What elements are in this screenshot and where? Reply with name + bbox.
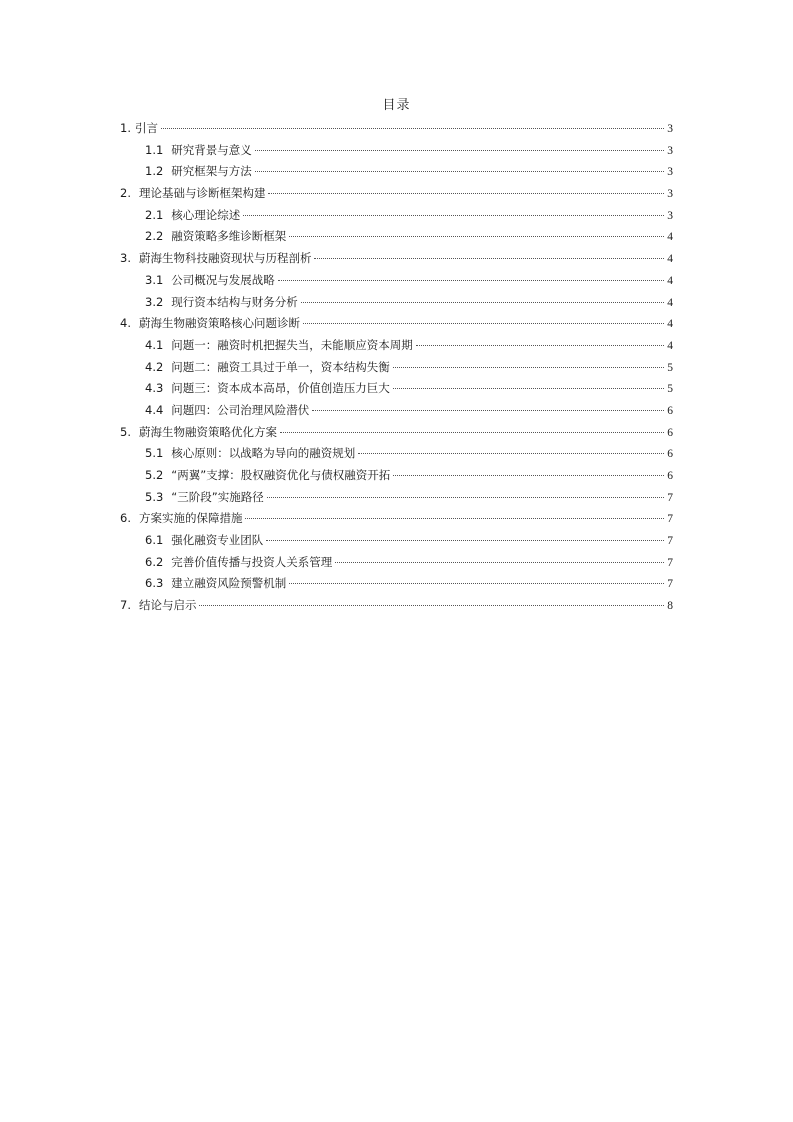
- toc-entry-title: 研究框架与方法: [171, 164, 252, 179]
- toc-dot-leader: [161, 128, 664, 129]
- toc-entry-7[interactable]: [120, 595, 673, 617]
- toc-dot-leader: [303, 323, 664, 324]
- toc-entry-number: 1.1: [145, 142, 164, 157]
- toc-entry-1[interactable]: [120, 118, 673, 140]
- toc-entry-page: 3: [667, 144, 673, 157]
- toc-entry-page: 8: [667, 600, 673, 613]
- toc-entry-title: “两翼”支撑：股权融资优化与债权融资开拓: [171, 468, 391, 482]
- toc-entry-number: 6.: [120, 511, 131, 526]
- toc-entry-title: 完善价值传播与投资人关系管理: [171, 554, 333, 569]
- toc-entry-number: 5.2: [145, 468, 164, 482]
- toc-entry-page: 7: [667, 513, 673, 526]
- toc-dot-leader: [393, 388, 664, 389]
- toc-entry-number: 3.1: [145, 272, 164, 287]
- toc-entry-number: 6.3: [145, 576, 164, 591]
- toc-entry-5-2[interactable]: [120, 465, 673, 487]
- toc-entry-page: 7: [667, 578, 673, 591]
- toc-entry-number: 2.: [120, 186, 131, 201]
- table-of-contents: [120, 118, 673, 617]
- toc-entry-1-1[interactable]: [120, 140, 673, 162]
- toc-entry-page: 4: [667, 318, 673, 331]
- toc-dot-leader: [314, 258, 664, 259]
- toc-entry-page: 3: [667, 209, 673, 222]
- toc-entry-number: 5.1: [145, 446, 164, 461]
- toc-entry-title: 问题二：融资工具过于单一，资本结构失衡: [171, 359, 390, 374]
- toc-dot-leader: [268, 193, 664, 194]
- toc-entry-page: 6: [667, 448, 673, 461]
- toc-entry-number: 4.3: [145, 381, 164, 396]
- toc-entry-number: 1.: [120, 121, 131, 135]
- toc-entry-page: 3: [667, 188, 673, 201]
- toc-entry-page: 5: [667, 383, 673, 396]
- toc-entry-6-3[interactable]: [120, 573, 673, 595]
- toc-entry-number: 5.: [120, 424, 131, 439]
- toc-entry-5-1[interactable]: [120, 443, 673, 465]
- toc-entry-4-4[interactable]: [120, 400, 673, 422]
- toc-entry-number: 2.1: [145, 207, 164, 222]
- toc-entry-title: 方案实施的保障措施: [138, 511, 243, 526]
- toc-entry-6-1[interactable]: [120, 530, 673, 552]
- toc-entry-2-2[interactable]: [120, 226, 673, 248]
- toc-entry-title: 结论与启示: [138, 598, 197, 613]
- toc-entry-number: 6.1: [145, 533, 164, 548]
- toc-entry-3[interactable]: [120, 248, 673, 270]
- toc-entry-number: 4.2: [145, 359, 164, 374]
- toc-entry-page: 3: [667, 123, 673, 135]
- toc-entry-page: 5: [667, 361, 673, 374]
- toc-entry-title: 建立融资风险预警机制: [171, 576, 287, 591]
- toc-entry-page: 4: [667, 253, 673, 266]
- toc-entry-number: 3.: [120, 251, 131, 266]
- toc-entry-number: 4.: [120, 316, 131, 331]
- toc-entry-page: 4: [667, 339, 673, 352]
- toc-dot-leader: [312, 410, 664, 411]
- toc-entry-2-1[interactable]: [120, 205, 673, 227]
- toc-entry-title: 问题三：资本成本高昂，价值创造压力巨大: [171, 381, 390, 396]
- toc-entry-4-3[interactable]: [120, 378, 673, 400]
- toc-entry-4-1[interactable]: [120, 335, 673, 357]
- toc-dot-leader: [255, 171, 664, 172]
- toc-entry-title: 融资策略多维诊断框架: [171, 229, 287, 244]
- toc-entry-number: 3.2: [145, 294, 164, 309]
- toc-entry-5-3[interactable]: [120, 487, 673, 509]
- toc-dot-leader: [301, 302, 664, 303]
- toc-entry-number: 4.4: [145, 402, 164, 417]
- toc-entry-title: 强化融资专业团队: [171, 533, 264, 548]
- toc-entry-title: 理论基础与诊断框架构建: [138, 186, 266, 201]
- toc-entry-title: 蔚海生物科技融资现状与历程剖析: [138, 251, 312, 266]
- toc-entry-title: 研究背景与意义: [171, 142, 252, 157]
- toc-dot-leader: [289, 583, 664, 584]
- toc-dot-leader: [358, 453, 664, 454]
- toc-entry-number: 6.2: [145, 554, 164, 569]
- toc-entry-title: 问题四：公司治理风险潜伏: [171, 402, 310, 417]
- toc-dot-leader: [393, 367, 664, 368]
- toc-entry-page: 4: [667, 296, 673, 309]
- toc-dot-leader: [278, 280, 664, 281]
- toc-entry-title: 现行资本结构与财务分析: [171, 294, 298, 309]
- toc-entry-3-2[interactable]: [120, 292, 673, 314]
- toc-entry-page: 6: [667, 470, 673, 482]
- toc-entry-title: 蔚海生物融资策略优化方案: [138, 424, 277, 439]
- toc-entry-number: 2.2: [145, 229, 164, 244]
- toc-dot-leader: [393, 475, 664, 476]
- toc-dot-leader: [266, 540, 664, 541]
- toc-dot-leader: [267, 497, 665, 498]
- toc-entry-6-2[interactable]: [120, 552, 673, 574]
- toc-entry-number: 1.2: [145, 164, 164, 179]
- toc-dot-leader: [255, 150, 664, 151]
- toc-entry-page: 6: [667, 426, 673, 439]
- toc-dot-leader: [199, 605, 664, 606]
- toc-entry-3-1[interactable]: [120, 270, 673, 292]
- toc-entry-number: 5.3: [145, 489, 164, 504]
- toc-dot-leader: [416, 345, 664, 346]
- toc-entry-title: 公司概况与发展战略: [171, 272, 275, 287]
- toc-entry-page: 4: [667, 231, 673, 244]
- toc-entry-page: 4: [667, 274, 673, 287]
- toc-dot-leader: [289, 236, 664, 237]
- toc-entry-title: 引言: [134, 121, 158, 135]
- toc-title: 目录: [382, 98, 411, 113]
- toc-entry-page: 7: [667, 556, 673, 569]
- toc-dot-leader: [280, 432, 664, 433]
- toc-entry-title: 核心理论综述: [171, 207, 241, 222]
- toc-entry-page: 6: [667, 404, 673, 417]
- toc-entry-title: “三阶段”实施路径: [171, 489, 264, 504]
- toc-dot-leader: [243, 215, 664, 216]
- toc-entry-2[interactable]: [120, 183, 673, 205]
- toc-dot-leader: [335, 562, 664, 563]
- toc-entry-number: 4.1: [145, 337, 164, 352]
- toc-dot-leader: [245, 518, 664, 519]
- toc-entry-6[interactable]: [120, 508, 673, 530]
- toc-entry-4[interactable]: [120, 313, 673, 335]
- toc-entry-title: 蔚海生物融资策略核心问题诊断: [138, 316, 300, 331]
- toc-entry-page: 7: [667, 535, 673, 548]
- toc-entry-4-2[interactable]: [120, 357, 673, 379]
- toc-entry-number: 7.: [120, 598, 131, 613]
- toc-entry-title: 问题一：融资时机把握失当，未能顺应资本周期: [171, 337, 413, 352]
- toc-entry-1-2[interactable]: [120, 161, 673, 183]
- toc-entry-title: 核心原则：以战略为导向的融资规划: [171, 446, 356, 461]
- toc-entry-5[interactable]: [120, 422, 673, 444]
- toc-entry-page: 7: [667, 491, 673, 504]
- toc-entry-page: 3: [667, 166, 673, 179]
